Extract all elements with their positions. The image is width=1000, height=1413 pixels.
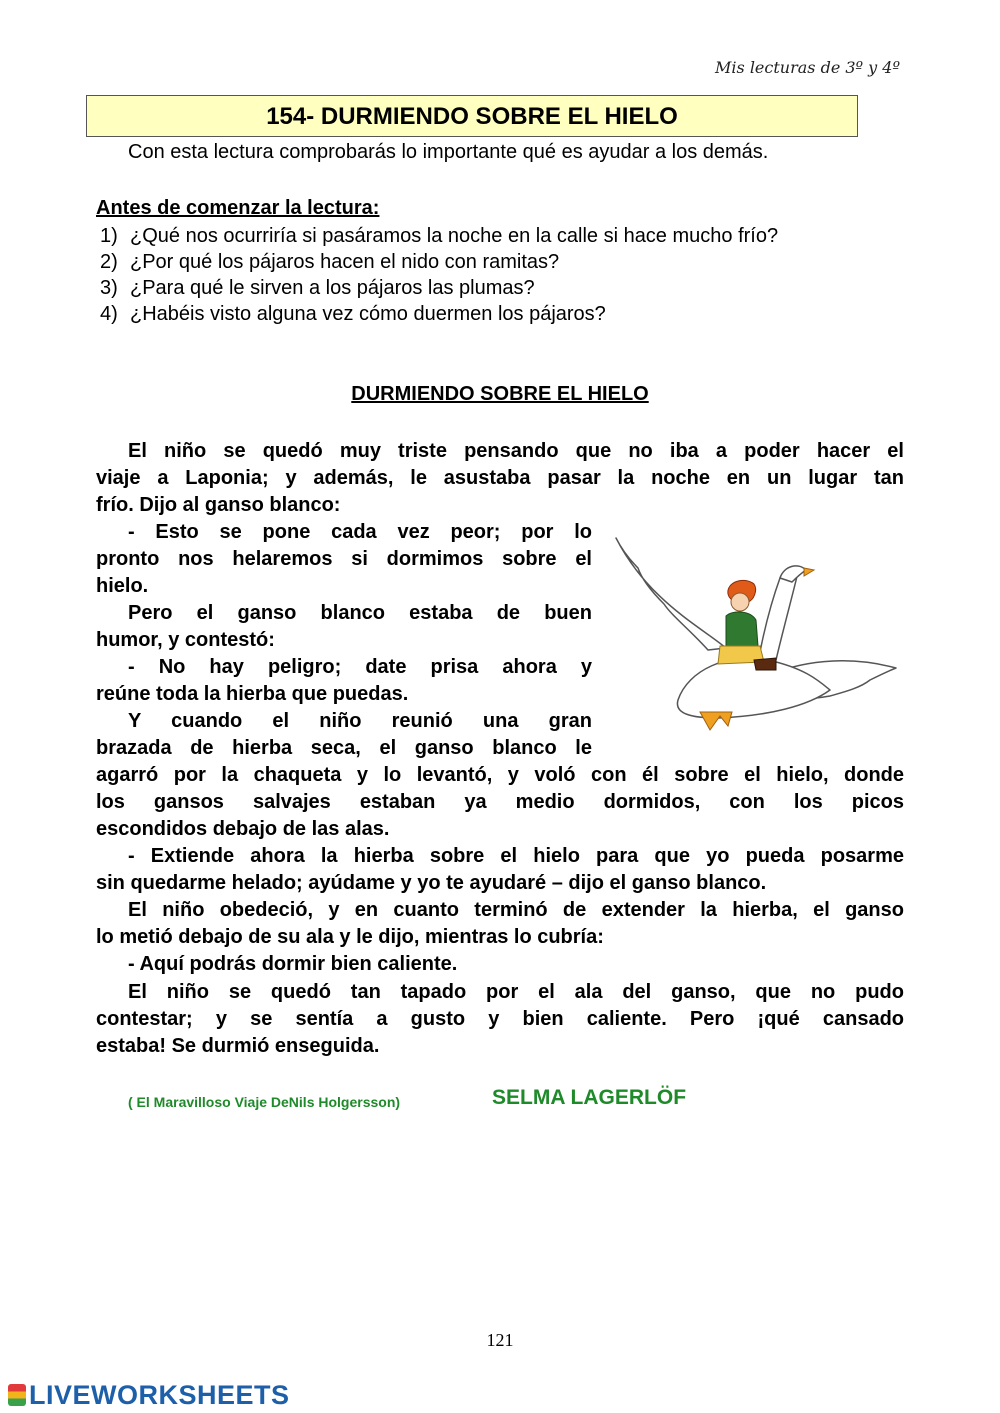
- before-reading-heading: Antes de comenzar la lectura:: [96, 197, 380, 219]
- text-line: El niño se quedó muy triste pensando que no iba a poder hacer el: [128, 440, 904, 462]
- text-line: Pero el ganso blanco estaba de buen: [128, 602, 592, 624]
- text-line: El niño se quedó tan tapado por el ala del ganso, que no pudo: [128, 981, 904, 1003]
- text-line: lo metió debajo de su ala y le dijo, mientras lo cubría:: [96, 926, 604, 948]
- header-note: Mis lecturas de 3º y 4º: [715, 58, 900, 77]
- text-line: brazada de hierba seca, el ganso blanco le: [96, 737, 592, 759]
- text-line: El niño obedeció, y en cuanto terminó de extender la hierba, el ganso: [128, 899, 904, 921]
- text-line: estaba! Se durmió enseguida.: [96, 1035, 380, 1057]
- question-text: ¿Por qué los pájaros hacen el nido con ramitas?: [130, 251, 560, 273]
- text-line: viaje a Laponia; y además, le asustaba pasar la noche en un lugar tan: [96, 467, 904, 489]
- text-line: agarró por la chaqueta y lo levantó, y voló con él sobre el hielo, donde: [96, 764, 904, 786]
- liveworksheets-logo[interactable]: [8, 1380, 290, 1411]
- text-line: humor, y contestó:: [96, 629, 275, 651]
- question-number: 1): [100, 225, 118, 247]
- text-line: Y cuando el niño reunió una gran: [128, 710, 592, 732]
- question-number: 4): [100, 303, 118, 325]
- credit-source: ( El Maravilloso Viaje DeNils Holgersson): [128, 1094, 401, 1110]
- goose-illustration: [608, 530, 900, 742]
- goose-feet: [700, 712, 732, 730]
- text-line: sin quedarme helado; ayúdame y yo te ayudaré – dijo el ganso blanco.: [96, 872, 767, 894]
- goose-left-wing: [616, 538, 726, 650]
- question-item: [100, 303, 606, 326]
- text-line: - Esto se pone cada vez peor; por lo: [128, 521, 592, 543]
- text-line: contestar; y se sentía a gusto y bien caliente. Pero ¡qué cansado: [96, 1008, 904, 1030]
- text-line: - Extiende ahora la hierba sobre el hielo para que yo pueda posarme: [128, 845, 904, 867]
- goose-head: [780, 566, 806, 582]
- question-item: [100, 277, 535, 300]
- logo-text: LIVEWORKSHEETS: [29, 1380, 290, 1410]
- text-line: hielo.: [96, 575, 149, 597]
- goose-beak: [804, 568, 814, 576]
- page-number: 121: [486, 1330, 514, 1350]
- text-line: pronto nos helaremos si dormimos sobre el: [96, 548, 592, 570]
- text-line: los gansos salvajes estaban ya medio dormidos, con los picos: [96, 791, 904, 813]
- page-title: 154- DURMIENDO SOBRE EL HIELO: [86, 95, 858, 137]
- text-line: frío. Dijo al ganso blanco:: [96, 494, 341, 516]
- reading-title: DURMIENDO SOBRE EL HIELO: [351, 383, 649, 405]
- question-text: ¿Qué nos ocurriría si pasáramos la noche en la calle si hace mucho frío?: [130, 225, 779, 247]
- text-line: reúne toda la hierba que puedas.: [96, 683, 409, 705]
- question-text: ¿Para qué le sirven a los pájaros las plumas?: [130, 277, 535, 299]
- boy-vest: [726, 612, 758, 646]
- text-line: - Aquí podrás dormir bien caliente.: [128, 953, 458, 975]
- credit-author: SELMA LAGERLÖF: [492, 1086, 687, 1109]
- subtitle: Con esta lectura comprobarás lo importante qué es ayudar a los demás.: [128, 141, 769, 163]
- logo-icon: [8, 1384, 26, 1406]
- text-line: - No hay peligro; date prisa ahora y: [128, 656, 592, 678]
- question-text: ¿Habéis visto alguna vez cómo duermen los pájaros?: [130, 303, 606, 325]
- question-item: [100, 251, 559, 274]
- boy-boots: [754, 658, 776, 670]
- question-item: [100, 225, 778, 248]
- question-number: 2): [100, 251, 118, 273]
- boy-face: [731, 593, 749, 611]
- question-number: 3): [100, 277, 118, 299]
- text-line: escondidos debajo de las alas.: [96, 818, 390, 840]
- goose-neck: [758, 570, 798, 662]
